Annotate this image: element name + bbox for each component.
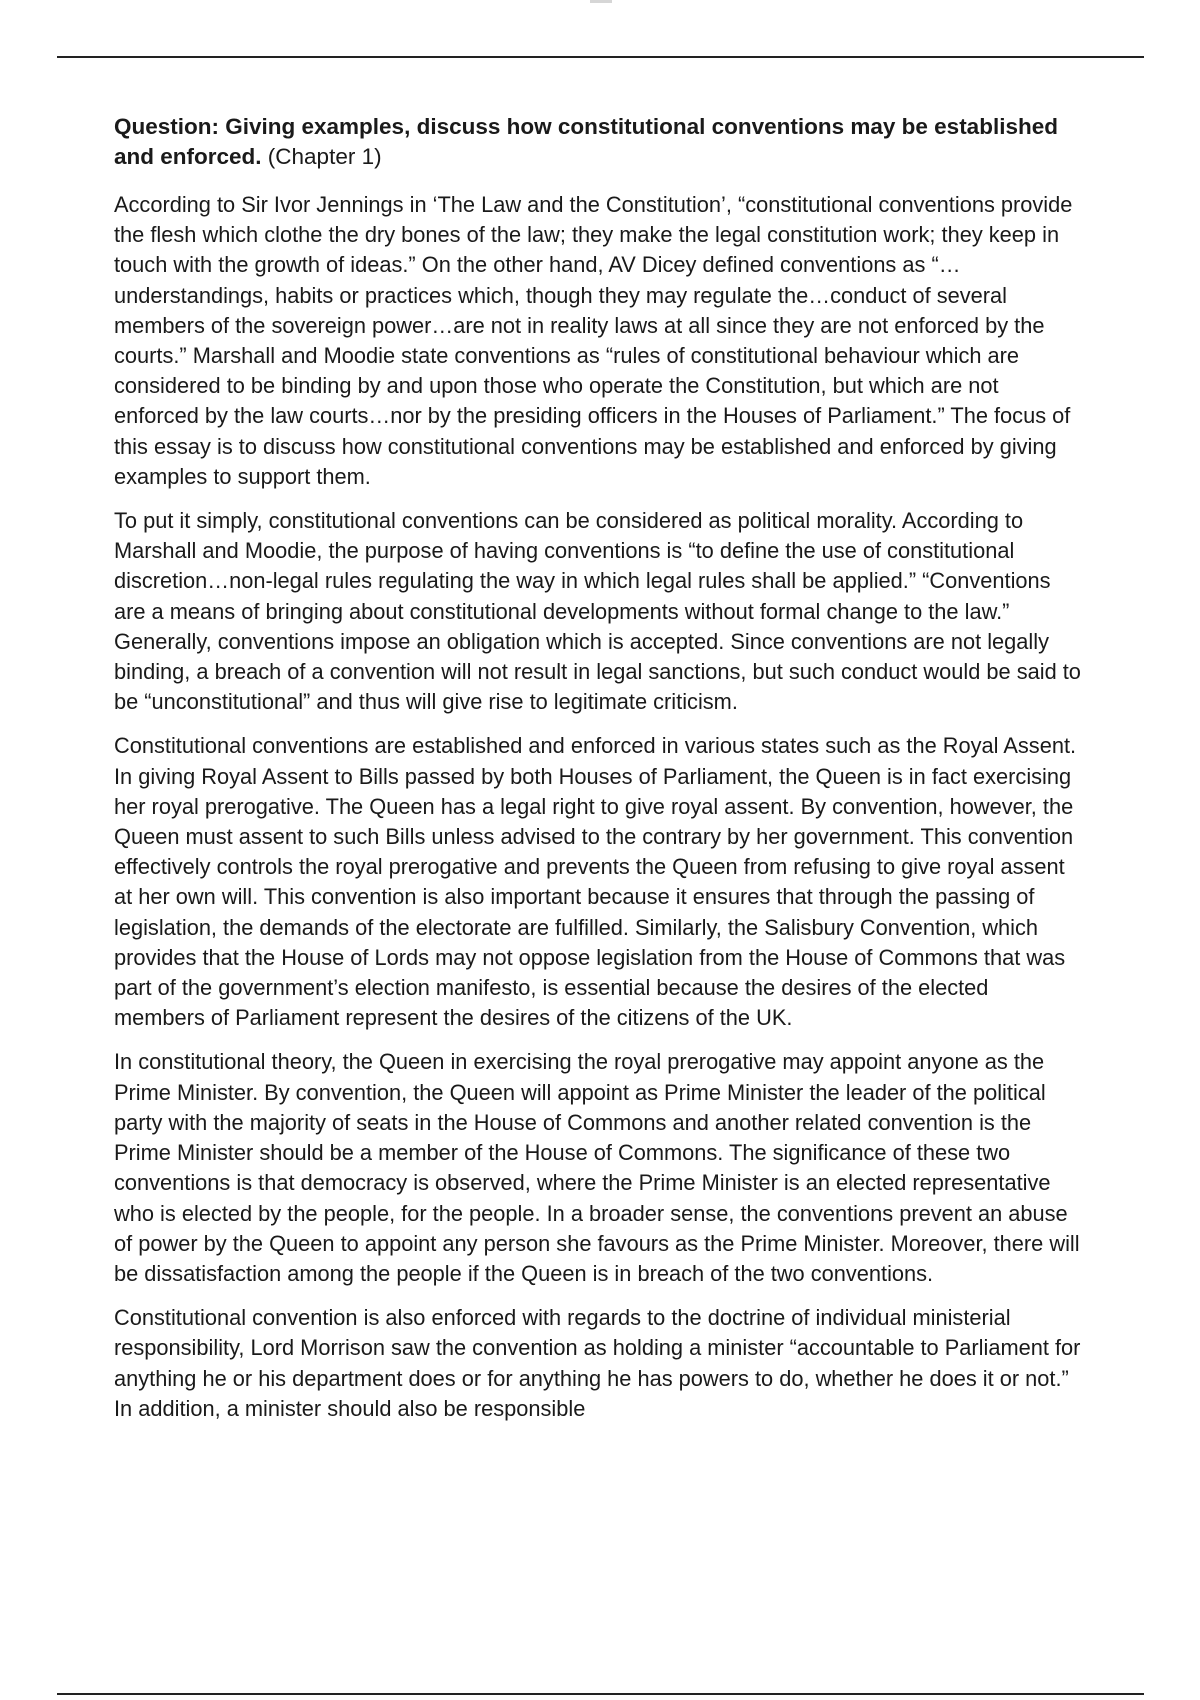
question-text: Question: Giving examples, discuss how constitutional conventions may be established and enforced. — [114, 114, 1058, 169]
paragraph-introduction: According to Sir Ivor Jennings in ‘The Law and the Constitution’, “constitutional conventions provide the flesh which clothe the dry bones of the law; they make the legal constitution work; they keep in touch with the growth of ideas.” On the other hand, AV Dicey defined conventions as “…understandings, habits or practices which, though they may regulate the…conduct of several members of the sovereign power…are not in reality laws at all since they are not enforced by the courts.” Marshall and Moodie state conventions as “rules of constitutional behaviour which are considered to be binding by and upon those who operate the Constitution, but which are not enforced by the law courts…nor by the presiding officers in the Houses of Parliament.” The focus of this essay is to discuss how constitutional conventions may be established and enforced by giving examples to support them. — [114, 192, 1073, 489]
header-rule — [57, 56, 1144, 58]
paragraph-royal-assent: Constitutional conventions are established and enforced in various states such as the Royal Assent. In giving Royal Assent to Bills passed by both Houses of Parliament, the Queen is in fact exercising her royal prerogative. The Queen has a legal right to give royal assent. By convention, however, the Queen must assent to such Bills unless advised to the contrary by her government. This convention effectively controls the royal prerogative and prevents the Queen from refusing to give royal assent at her own will. This convention is also important because it ensures that through the passing of legislation, the demands of the electorate are fulfilled. Similarly, the Salisbury Convention, which provides that the House of Lords may not oppose legislation from the House of Commons that was part of the government’s election manifesto, is essential because the desires of the elected members of Parliament represent the desires of the citizens of the UK. — [114, 733, 1077, 1031]
page-top-marker — [590, 0, 612, 3]
document-body — [114, 112, 1084, 1438]
paragraph-prime-minister: In constitutional theory, the Queen in exercising the royal prerogative may appoint anyone as the Prime Minister. By convention, the Queen will appoint as Prime Minister the leader of the political party with the majority of seats in the House of Commons and another related convention is the Prime Minister should be a member of the House of Commons. The significance of these two conventions is that democracy is observed, where the Prime Minister is an elected representative who is elected by the people, for the people. In a broader sense, the conventions prevent an abuse of power by the Queen to appoint any person she favours as the Prime Minister. Moreover, there will be dissatisfaction among the people if the Queen is in breach of the two conventions. — [114, 1049, 1080, 1286]
paragraph-ministerial-responsibility: Constitutional convention is also enforced with regards to the doctrine of individual ministerial responsibility, Lord Morrison saw the convention as holding a minister “accountable to Parliament for anything he or his department does or for anything he has powers to do, whether he does it or not.” In addition, a minister should also be responsible — [114, 1305, 1081, 1421]
question-chapter-ref: (Chapter 1) — [261, 144, 382, 169]
question-heading — [114, 112, 1084, 172]
footer-rule — [57, 1693, 1144, 1695]
paragraph-political-morality: To put it simply, constitutional conventions can be considered as political morality. According to Marshall and Moodie, the purpose of having conventions is “to define the use of constitutional discretion…non-legal rules regulating the way in which legal rules shall be applied.” “Conventions are a means of bringing about constitutional developments without formal change to the law.” Generally, conventions impose an obligation which is accepted. Since conventions are not legally binding, a breach of a convention will not result in legal sanctions, but such conduct would be said to be “unconstitutional” and thus will give rise to legitimate criticism. — [114, 508, 1081, 715]
